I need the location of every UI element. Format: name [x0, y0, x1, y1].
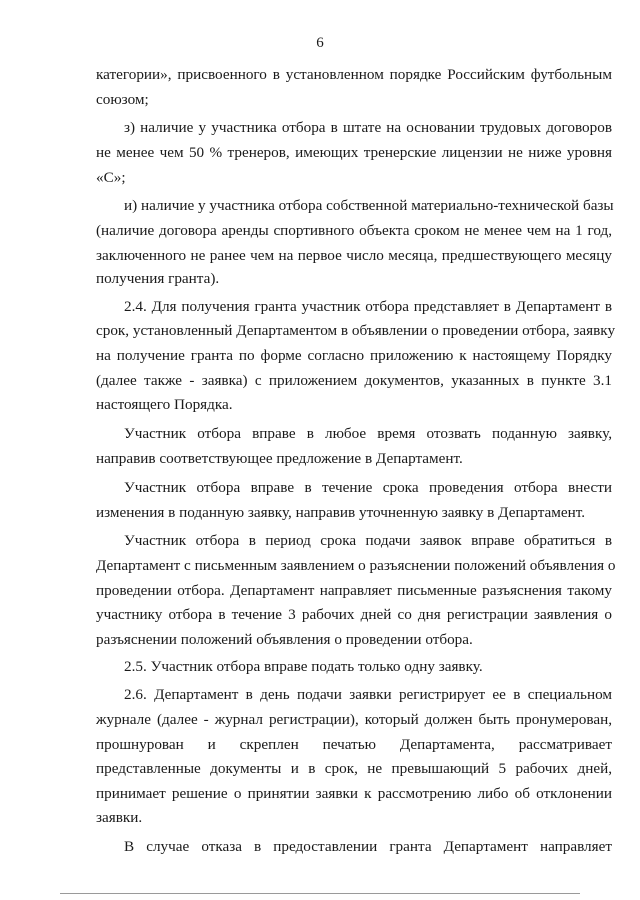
text-line: (наличие договора аренды спортивного объекта сроком не менее чем на 1 год,: [96, 222, 612, 239]
text-line: принимает решение о принятии заявки к рассмотрению либо об отклонении: [96, 785, 612, 802]
text-line: не менее чем 50 % тренеров, имеющих тренерские лицензии не ниже уровня: [96, 144, 612, 161]
text-line: Участник отбора вправе в течение срока проведения отбора внести: [124, 479, 612, 496]
text-line: «С»;: [96, 169, 126, 186]
text-line: заявки.: [96, 809, 143, 826]
text-line: заключенного не ранее чем на первое число месяца, предшествующего месяцу: [96, 247, 612, 264]
text-line: журнале (далее - журнал регистрации), который должен быть пронумерован,: [96, 711, 612, 728]
text-line: настоящего Порядка.: [96, 396, 233, 413]
text-line: Участник отбора в период срока подачи заявок вправе обратиться в: [124, 532, 612, 549]
text-line: Участник отбора вправе в любое время отозвать поданную заявку,: [124, 425, 612, 442]
page-number: 6: [316, 35, 324, 51]
text-line: Департамент с письменным заявлением о разъяснении положений объявления о: [96, 557, 616, 574]
page-bottom-edge: [60, 893, 580, 894]
text-line: проведении отбора. Департамент направляет письменные разъяснения такому: [96, 582, 612, 599]
text-line: 2.5. Участник отбора вправе подать только одну заявку.: [124, 658, 483, 675]
text-line: прошнурован и скреплен печатью Департамента, рассматривает: [96, 736, 612, 753]
text-line: срок, установленный Департаментом в объявлении о проведении отбора, заявку: [96, 322, 616, 339]
text-line: участнику отбора в течение 3 рабочих дней со дня регистрации заявления о: [96, 606, 612, 623]
text-line: 2.4. Для получения гранта участник отбора представляет в Департамент в: [124, 298, 612, 315]
text-line: разъяснении положений объявления о проведении отбора.: [96, 631, 473, 648]
text-line: изменения в поданную заявку, направив уточненную заявку в Департамент.: [96, 504, 586, 521]
text-line: категории», присвоенного в установленном порядке Российским футбольным: [96, 66, 612, 83]
text-line: на получение гранта по форме согласно приложению к настоящему Порядку: [96, 347, 612, 364]
text-line: з) наличие у участника отбора в штате на основании трудовых договоров: [124, 119, 612, 136]
text-line: (далее также - заявка) с приложением документов, указанных в пункте 3.1: [96, 372, 612, 389]
text-line: и) наличие у участника отбора собственной материально-технической базы: [124, 197, 614, 214]
text-line: 2.6. Департамент в день подачи заявки регистрирует ее в специальном: [124, 686, 612, 703]
text-line: получения гранта).: [96, 270, 220, 287]
text-line: представленные документы и в срок, не превышающий 5 рабочих дней,: [96, 760, 612, 777]
text-line: В случае отказа в предоставлении гранта Департамент направляет: [124, 838, 612, 855]
text-line: союзом;: [96, 91, 149, 108]
text-line: направив соответствующее предложение в Департамент.: [96, 450, 463, 467]
